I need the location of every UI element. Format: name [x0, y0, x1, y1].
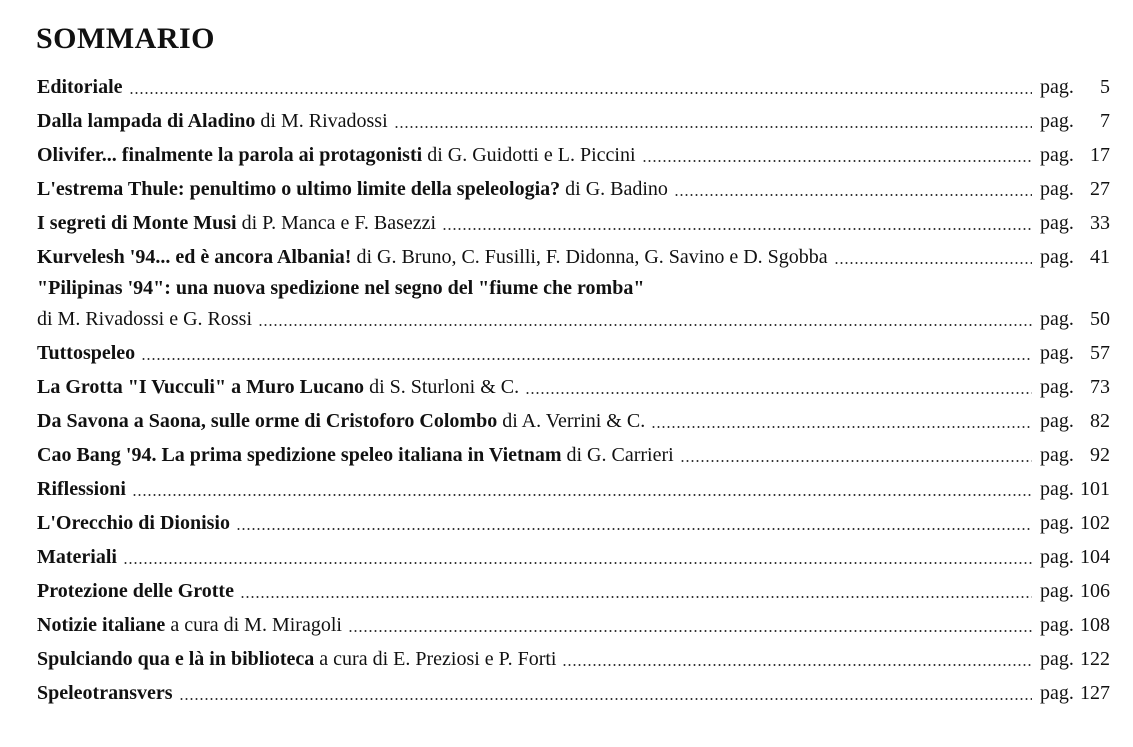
entry-title: La Grotta "I Vucculi" a Muro Lucano — [37, 376, 365, 398]
page-label: pag. — [1040, 682, 1074, 704]
dot-leader — [258, 324, 1032, 326]
dot-leader — [141, 358, 1032, 360]
entry-title: Cao Bang '94. La prima spedizione speleo italiana in Vietnam — [37, 444, 562, 466]
entry-title: Protezione delle Grotte — [37, 580, 234, 602]
page-number: 82 — [1090, 410, 1110, 432]
dot-leader — [394, 126, 1032, 128]
toc-entry[interactable] — [37, 208, 1110, 242]
toc-entry[interactable] — [37, 174, 1110, 208]
entry-author: di S. Sturloni & C. — [369, 376, 520, 398]
toc-entry[interactable] — [37, 106, 1110, 140]
toc-entry[interactable] — [37, 242, 1110, 276]
page-label: pag. — [1040, 376, 1074, 398]
dot-leader — [179, 698, 1032, 700]
entry-title: Notizie italiane — [37, 614, 166, 636]
entry-author: di G. Carrieri — [566, 444, 674, 466]
dot-leader — [680, 460, 1032, 462]
page-number: 27 — [1090, 178, 1110, 200]
toc-entry[interactable] — [37, 644, 1110, 678]
toc-entry[interactable] — [37, 508, 1110, 542]
dot-leader — [834, 262, 1032, 264]
page-label: pag. — [1040, 614, 1074, 636]
toc-entry[interactable] — [37, 406, 1110, 440]
page-label: pag. — [1040, 580, 1074, 602]
page-number: 127 — [1080, 682, 1110, 704]
page-label: pag. — [1040, 546, 1074, 568]
page-label: pag. — [1040, 110, 1074, 132]
toc-entry[interactable] — [37, 576, 1110, 610]
entry-author: di G. Guidotti e L. Piccini — [427, 144, 636, 166]
toc-entry[interactable] — [37, 440, 1110, 474]
toc-entry[interactable] — [37, 372, 1110, 406]
toc-list — [37, 72, 1110, 712]
page-number: 106 — [1080, 580, 1110, 602]
entry-author: di M. Rivadossi e G. Rossi — [37, 308, 253, 330]
toc-entry[interactable] — [37, 72, 1110, 106]
entry-author: di M. Rivadossi — [260, 110, 388, 132]
dot-leader — [674, 194, 1032, 196]
toc-entry[interactable] — [37, 338, 1110, 372]
page-number: 104 — [1080, 546, 1110, 568]
dot-leader — [129, 92, 1032, 94]
page-number: 73 — [1090, 376, 1110, 398]
dot-leader — [236, 528, 1032, 530]
dot-leader — [348, 630, 1032, 632]
page-label: pag. — [1040, 178, 1074, 200]
entry-author: di G. Badino — [565, 178, 668, 200]
dot-leader — [442, 228, 1032, 230]
entry-title: Da Savona a Saona, sulle orme di Cristoforo Colombo — [37, 410, 498, 432]
toc-entry[interactable] — [37, 140, 1110, 174]
page-label: pag. — [1040, 246, 1074, 268]
entry-title: L'Orecchio di Dionisio — [37, 512, 230, 534]
entry-author: a cura di M. Miragoli — [170, 614, 342, 636]
page-number: 5 — [1100, 76, 1110, 98]
entry-title: Spulciando qua e là in biblioteca — [37, 648, 315, 670]
page-label: pag. — [1040, 144, 1074, 166]
page-label: pag. — [1040, 212, 1074, 234]
page-number: 17 — [1090, 144, 1110, 166]
page-number: 122 — [1080, 648, 1110, 670]
dot-leader — [240, 596, 1032, 598]
page-title: SOMMARIO — [36, 22, 215, 55]
page-label: pag. — [1040, 76, 1074, 98]
entry-title: Kurvelesh '94... ed è ancora Albania! — [37, 246, 352, 268]
entry-title: Riflessioni — [37, 478, 126, 500]
entry-author: di G. Bruno, C. Fusilli, F. Didonna, G. Savino e D. Sgobba — [356, 246, 828, 268]
entry-author: a cura di E. Preziosi e P. Forti — [319, 648, 557, 670]
page-number: 33 — [1090, 212, 1110, 234]
page-label: pag. — [1040, 648, 1074, 670]
toc-entry[interactable] — [37, 610, 1110, 644]
dot-leader — [651, 426, 1032, 428]
page-number: 101 — [1080, 478, 1110, 500]
toc-entry[interactable] — [37, 474, 1110, 508]
entry-title: "Pilipinas '94": una nuova spedizione nel segno del "fiume che romba" — [37, 277, 645, 299]
page-number: 92 — [1090, 444, 1110, 466]
page-number: 50 — [1090, 308, 1110, 330]
page-label: pag. — [1040, 342, 1074, 364]
toc-entry[interactable] — [37, 678, 1110, 712]
dot-leader — [642, 160, 1033, 162]
entry-title: I segreti di Monte Musi — [37, 212, 237, 234]
page-label: pag. — [1040, 478, 1074, 500]
toc-entry[interactable] — [37, 276, 1110, 338]
dot-leader — [123, 562, 1032, 564]
entry-title: Editoriale — [37, 76, 123, 98]
dot-leader — [562, 664, 1032, 666]
entry-title: Olivifer... finalmente la parola ai protagonisti — [37, 144, 423, 166]
entry-author: di P. Manca e F. Basezzi — [241, 212, 437, 234]
page-number: 102 — [1080, 512, 1110, 534]
dot-leader — [132, 494, 1032, 496]
toc-entry[interactable] — [37, 542, 1110, 576]
entry-title: L'estrema Thule: penultimo o ultimo limite della speleologia? — [37, 178, 561, 200]
page-number: 57 — [1090, 342, 1110, 364]
entry-title: Dalla lampada di Aladino — [37, 110, 256, 132]
page-number: 41 — [1090, 246, 1110, 268]
entry-title: Speleotransvers — [37, 682, 173, 704]
entry-title: Materiali — [37, 546, 117, 568]
dot-leader — [525, 392, 1032, 394]
page-number: 108 — [1080, 614, 1110, 636]
page-label: pag. — [1040, 512, 1074, 534]
page-number: 7 — [1100, 110, 1110, 132]
entry-author: di A. Verrini & C. — [502, 410, 646, 432]
page-label: pag. — [1040, 410, 1074, 432]
entry-title: Tuttospeleo — [37, 342, 136, 364]
page-label: pag. — [1040, 444, 1074, 466]
page-label: pag. — [1040, 308, 1074, 330]
